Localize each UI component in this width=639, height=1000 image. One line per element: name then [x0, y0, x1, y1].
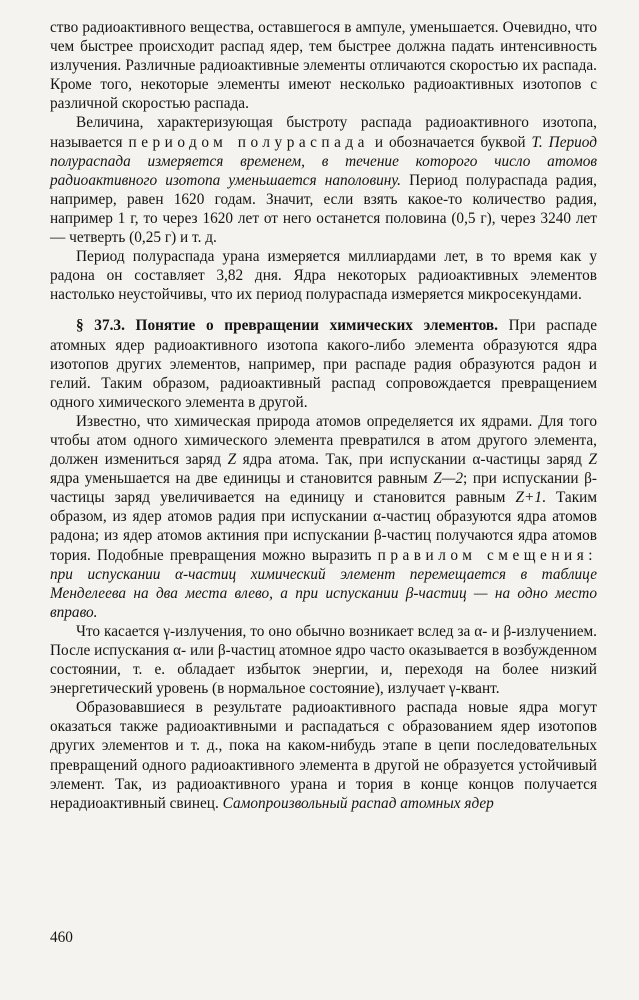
spontaneous-decay-italic: Самопроизвольный распад атомных ядер	[222, 794, 494, 812]
text-run: ядра уменьшается на две единицы и становится равным	[50, 470, 428, 488]
symbol-z: Z	[588, 451, 598, 469]
text-run: Образовавшиеся в результате радиоактивного распада новые ядра могут оказаться также радиоактивными и распадаться с образованием ядер изотопов других элементов и т. д., пока на каком-нибудь этапе в цепи последовательных превращений одного радиоактивного элемента в другой не образуется устойчивый элемент. Так, из радиоактивного урана и тория в конце концов получается нерадиоактивный свинец.	[50, 699, 597, 812]
paragraph-half-life-definition	[50, 113, 597, 247]
text-run: Величина, характеризующая быстроту распада радиоактивного изотопа, называется	[50, 114, 597, 151]
section-heading: § 37.3. Понятие о превращении химических элементов.	[76, 317, 499, 335]
paragraph-section-37-3	[50, 316, 597, 411]
paragraph-decay-chain	[50, 698, 597, 813]
formula-z-minus-2: Z—2	[433, 470, 464, 488]
displacement-rule-italic: при испускании α-частиц химический элемент перемещается в таблице Менделеева на два места влево, а при испускании β-частиц — на одно место вправо.	[50, 565, 597, 621]
paragraph-uranium-radon: Период полураспада урана измеряется миллиардами лет, в то время как у радона он составляет 3,82 дня. Ядра некоторых радиоактивных элементов настолько неустойчивы, что их период полураспада измеряется микросекундами.	[50, 248, 597, 304]
page-number: 460	[50, 929, 73, 946]
formula-z-plus-1: Z+1	[515, 489, 543, 507]
paragraph-decay-intro: ство радиоактивного вещества, оставшегося в ампуле, уменьшается. Очевидно, что чем быстрее происходит распад ядер, тем быстрее должна падать интенсивность излучения. Различные радиоактивные элементы отличаются скоростью их распада. Кроме того, некоторые элементы имеют несколько радиоактивных изотопов с различной скоростью распада.	[50, 19, 597, 113]
text-run: При распаде атомных ядер радиоактивного изотопа какого-либо элемента образуются ядра изотопов других элементов, например, при распаде радия образуются радон и гелий. Таким образом, радиоактивный распад сопровождается превращением одного химического элемента в другой.	[50, 317, 597, 411]
text-run: ; при испускании β-частицы заряд увеличивается на единицу и становится равным	[50, 470, 597, 507]
symbol-t: T.	[531, 133, 543, 151]
term-displacement-rule: правилом смещения:	[377, 546, 597, 564]
paragraph-gamma-radiation: Что касается γ-излучения, то оно обычно возникает вслед за α- и β-излучением. После испускания α- или β-частиц атомное ядро часто оказывается в возбужденном состоянии, т. е. обладает избыток энергии, и, переходя на более низкий энергетический уровень (в нормальное состояние), излучает γ-квант.	[50, 622, 597, 698]
text-run: Период полураспада радия, например, равен 1620 годам. Значит, если взять какое-то количество радия, например 1 г, то через 1620 лет от него останется половина (0,5 г), через 3240 лет — четверть (0,25 г) и т. д.	[50, 171, 597, 247]
text-run: и обозначается буквой	[374, 133, 526, 151]
text-run: . Таким образом, из ядер атомов радия при испускании α-частиц образуются ядра атомов радона; из ядер атомов актиния при испускании β-частиц получаются ядра атомов тория. Подобные превращения можно выразить	[50, 489, 598, 564]
text-run: ядра атома. Так, при испускании α-частицы заряд	[242, 451, 582, 469]
term-half-life: периодом полураспада	[128, 133, 369, 151]
paragraph-displacement-rule	[50, 412, 597, 622]
half-life-definition-italic: Период полураспада измеряется временем, в течение которого число атомов радиоактивного изотопа уменьшается наполовину.	[50, 133, 597, 189]
text-run: Известно, что химическая природа атомов определяется их ядрами. Для того чтобы атом одного химического элемента превратился в атом другого элемента, должен измениться заряд	[50, 412, 597, 469]
symbol-z: Z	[227, 451, 237, 469]
